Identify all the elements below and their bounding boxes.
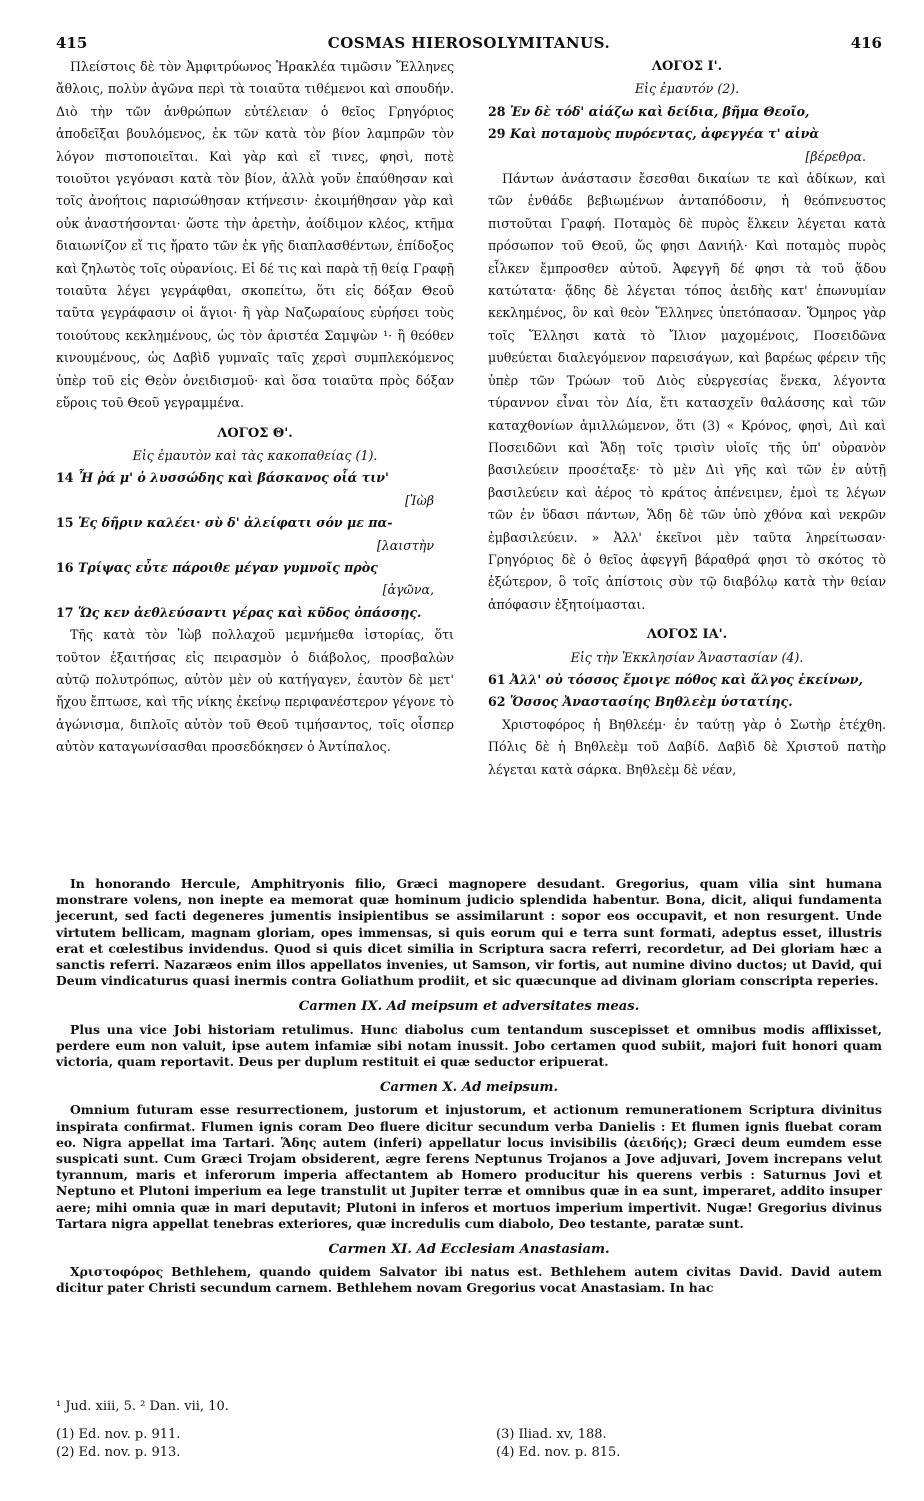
section-subtitle: Εἰς ἐμαυτὸν καὶ τὰς κακοπαθείας (1). (132, 447, 378, 463)
left-column (56, 56, 454, 759)
verse-line: 61 Ἀλλ' οὐ τόσσος ἔμοιγε πόθος καὶ ἄλγος ἐκείνων, (488, 671, 863, 687)
section-title: ΛΟΓΟΣ ΙΑ'. (646, 627, 728, 643)
latin-paragraph: Omnium futuram esse resurrectionem, justorum et injustorum, et actionum remunerationem Scriptura divinitus inspirata confirmat. Flumen ignis coram Deo fluere dicitur secundum verba Danielis : Et flumen ignis fluebat coram eo. Nigra appellat ima Tartari. Ἅδης autem (inferi) appellatur locus invisibilis (ἀειδής); Græci deum eumdem esse suspicati sunt. Cum Græci Trojam obsiderent, ægre ferens Neptunus Trojanos a Jove adjuvari, Jovem increpans velut tyrannum, maris et inferorum imperia affectantem ab Homero producitur his querens verbis : Saturnus Jovi et Neptuno et Plutoni imperium ea lege transtulit ut Jupiter terræ et omnibus quæ in ea sunt, imperaret, addito insuper aere; mihi omnia quæ in mari deputavit; Plutoni in inferos et mortuos imperium impertivit. Nugæ! Gregorius divinus Tartara nigra appellat tenebras exteriores, quæ incredulis cum diabolo, Deo testante, paratæ sunt. (56, 1102, 882, 1231)
footnote: (4) Ed. nov. p. 815. (496, 1445, 621, 1460)
latin-paragraph: In honorando Hercule, Amphitryonis filio, Græci magnopere desudant. Gregorius, quam vilia sint humana monstrare volens, non inepte ea memorat quæ hominum judicio splendida habentur. Bona, dicit, aliqui fundamenta jecerunt, sed facti degeneres jumentis insipientibus se assimilarunt : sopor eos occupavit, et non resurgent. Unde virtutem bellicam, magnam gloriam, opes immensas, si quis eorum qui e terra sunt formati, adeptus esset, illustris erat et cœlestibus invidendus. Quod si quis dicet similia in Scriptura sacra referri, recordetur, ad Dei gloriam hæc a sanctis referri. Nazaræos enim illos appellatos invenies, ut Samson, vir fortis, aut numine divino ductos; ut David, qui Deum vindicaturus quasi inermis contra Goliathum prodiit, et sic quæcunque ad divinam gloriam conscripta reperies. (56, 876, 882, 989)
verse-continuation: [βέρεθρα. (805, 148, 866, 164)
latin-paragraph: Plus una vice Jobi historiam retulimus. Hunc diabolus cum tentandum suscepisset et omnibus modis afflixisset, perdere eum non valuit, ipse autem infamiæ sibi notam inussit. Jobo certamen quod subiit, majori fuit honori quam victoria, quam reportavit. Deus per duplum restituit ei quæ seductor eripuerat. (56, 1021, 882, 1070)
verse-continuation: [λαιστὴν (376, 537, 434, 553)
section-title: ΛΟΓΟΣ Θ'. (217, 425, 293, 441)
greek-paragraph: Πάντων ἀνάστασιν ἔσεσθαι δικαίων τε καὶ ἀδίκων, καὶ τῶν ἐνθάδε βεβιωμένων ἀνταπόδοσιν, ἡ θεόπνευστος πιστοῦται Γραφή. Ποταμὸς δὲ πυρὸς ἕλκειν λέγεται κατὰ πρόσωπον τοῦ Θεοῦ, ὥς φησι Δανιήλ· Καὶ ποταμὸς πυρὸς εἷλκεν ἔμπροσθεν αὐτοῦ. Ἀφεγγῆ δέ φησι τὰ τοῦ ᾅδου κατώτατα· ᾅδης δὲ λέγεται τόπος ἀειδὴς κατ' ἐπωνυμίαν κεκλημένος, ὃν καὶ θεὸν Ἕλληνες ὑπετόπασαν. Ὅμηρος γὰρ τοῖς Ἕλλησι κατὰ τὸ Ἴλιον μαχομένοις, Ποσειδῶνα μυθεύεται διαλεγόμενον παρεισάγων, καὶ βαρέως φέρειν τῆς ὑπὲρ τῶν Τρώων τοῦ Διὸς εὐεργεσίας ἕνεκα, λέγοντα τύραννον εἶναι τὸν Δία, ἔτι κατασχεῖν θαλάσσης καὶ τῶν καταχθονίων ἁμιλλώμενον, ὅτι (3) « Κρόνος, φησὶ, Διὶ καὶ Ποσειδῶνι καὶ Ἅδῃ τοῖς τρισὶν υἱοῖς τῆς ὑπ' οὐρανὸν βασιλεύειν προσέταξε· τὸ μὲν Διὶ γῆς καὶ τῶν ἐν αὐτῇ βασιλεύειν καὶ ἀέρος τὸ κράτος ἀπένειμεν, ἐμοὶ τε λέγων τῶν ἐν ὕδασι πάντων, Ἅδῃ δὲ τῶν ὑπὸ χθόνα καὶ νεκρῶν ἐμβασιλεύειν. » Ἀλλ' ἐκεῖνοι μὲν ταῦτα ληρείτωσαν· Γρηγόριος δὲ ὁ θεῖος ἀφεγγῆ βάραθρά φησι τὸ σκότος τὸ ἐξώτερον, ὃ τοῖς ἀπίστοις σὺν τῷ διαβόλῳ κατὰ τὴν θείαν ἀπόφασιν ἐξητοίμασται. (488, 171, 886, 612)
scripture-references: ¹ Jud. xiii, 5. ² Dan. vii, 10. (56, 1399, 229, 1414)
footnote: (1) Ed. nov. p. 911. (56, 1427, 181, 1442)
carmen-title: Carmen XI. Ad Ecclesiam Anastasiam. (328, 1242, 610, 1258)
verse-line: 62 Ὅσσος Ἀναστασίης Βηθλεὲμ ὑστατίης. (488, 694, 793, 710)
verse-line: 28 Ἐν δὲ τόδ' αἰάζω καὶ δείδια, βῆμα Θεοῖο, (488, 103, 810, 119)
carmen-title: Carmen X. Ad meipsum. (379, 1080, 559, 1096)
verse-continuation: [ἀγῶνα, (382, 582, 434, 598)
carmen-title: Carmen IX. Ad meipsum et adversitates meas. (298, 999, 640, 1015)
verse-continuation: [Ἰὼβ (404, 492, 434, 508)
greek-paragraph: Τῆς κατὰ τὸν Ἰὼβ πολλαχοῦ μεμνήμεθα ἱστορίας, ὅτι τοῦτον ἐξαιτήσας εἰς πειρασμὸν ὁ διάβολος, προσβαλὼν αὐτῷ πολυτρόπως, αὐτὸν μὲν οὐ κατήγαγεν, ἑαυτὸν δὲ μετ' ἤχου ἔπτωσε, καὶ τῆς νίκης ἐκείνῳ περιφανέστερον γέγονε τὸ ἀγώνισμα, διπλοῖς αὐτὸν τοῦ Θεοῦ τιμήσαντος, τοῖς οἷσπερ αὐτὸν καταγωνίσασθαι προσεδόκησεν ὁ Ἀντίπαλος. (56, 627, 454, 755)
running-title: COSMAS HIEROSOLYMITANUS. (327, 34, 611, 52)
latin-translation (56, 876, 882, 1297)
verse-line: 17 Ὥς κεν ἀεθλεύσαντι γέρας καὶ κῦδος ὀπάσσῃς. (56, 604, 422, 620)
page (56, 34, 886, 1460)
section-title: ΛΟΓΟΣ Ι'. (651, 59, 723, 74)
footnote: (2) Ed. nov. p. 913. (56, 1445, 181, 1460)
latin-paragraph: Χριστοφόρος Bethlehem, quando quidem Salvator ibi natus est. Bethlehem autem civitas David. David autem dicitur pater Christi secundum carnem. Bethlehem novam Gregorius vocat Anastasiam. In hac (56, 1264, 882, 1296)
running-header (56, 34, 882, 56)
verse-line: 16 Τρίψας εὖτε πάροιθε μέγαν γυμνοῖς πρὸς (56, 559, 378, 575)
right-column (488, 56, 886, 781)
verse-line: 15 Ἐς δῆριν καλέει· σὺ δ' ἀλείφατι σόν με πα- (56, 515, 393, 531)
section-subtitle: Εἰς ἐμαυτόν (2). (634, 81, 740, 97)
section-subtitle: Εἰς τὴν Ἐκκλησίαν Ἀναστασίαν (4). (570, 649, 804, 665)
verse-line: 14 Ἦ ῥά μ' ὁ λυσσώδης καὶ βάσκανος οἷά τιν' (56, 470, 389, 486)
footnotes (56, 1398, 882, 1416)
greek-columns (56, 56, 886, 856)
greek-paragraph: Πλείστοις δὲ τὸν Ἀμφιτρύωνος Ἡρακλέα τιμῶσιν Ἕλληνες ἄθλοις, πολὺν ἀγῶνα περὶ τὰ τοιαῦτα τιθέμενοι καὶ σπουδήν. Διὸ τὴν τῶν ἀνθρώπων εὐτέλειαν ὁ θεῖος Γρηγόριος ἀποδεῖξαι βουλόμενος, ἐκ τῶν κατὰ τὸν βίον λαμπρῶν τὸν λόγον πιστοποιεῖται. Καὶ γὰρ καὶ εἴ τινες, φησὶ, ποτὲ τοιοῦτοι γεγόνασι κατὰ τὸν βίον, ἀλλὰ γοῦν ἐπαύθησαν καὶ τοῖς ἀνοήτοις παρισώθησαν κτήνεσιν· ἐκοιμήθησαν γὰρ καὶ οὐκ ἀναστήσονται· ὥστε τὴν ἀρετὴν, ἀοίδιμον κλέος, κτῆμα διαιωνίζον εἴ τις ἤρατο τῶν ἐκ γῆς διαπλασθέντων, ἐπίδοξος καὶ ζηλωτὸς τοῖς οὐρανίοις. Εἰ δέ τις καὶ παρὰ τῇ θείᾳ Γραφῇ τοιαῦτα λέγει γεγράφθαι, σκοπείτω, ὅτι εἰς δόξαν Θεοῦ ταῦτα γεγράφασιν οἱ ἅγιοι· ἢ γὰρ Ναζωραίους εὑρήσει τοὺς τοιούτους κεκλημένους, ὡς τὸν ἀριστέα Σαμψὼν ¹· ἢ θεόθεν κινουμένους, ὡς Δαβὶδ γυμναῖς ταῖς χερσὶ συμπλεκόμενος ὑπὲρ τοῦ εἰς Θεὸν ὀνειδισμοῦ· καὶ ὅσα τοιαῦτα πρὸς δόξαν εὕροις τοῦ Θεοῦ γεγραμμένα. (56, 59, 454, 411)
verse-block (56, 467, 454, 624)
right-page-number: 416 (850, 34, 882, 52)
verse-line: 29 Καὶ ποταμοὺς πυρόεντας, ἀφεγγέα τ' αἰνὰ (488, 126, 820, 142)
left-page-number: 415 (56, 34, 88, 52)
greek-paragraph: Χριστοφόρος ἡ Βηθλεέμ· ἐν ταύτῃ γὰρ ὁ Σωτὴρ ἐτέχθη. Πόλις δὲ ἡ Βηθλεὲμ τοῦ Δαβίδ. Δαβὶδ δὲ Χριστοῦ πατὴρ λέγεται κατὰ σάρκα. Βηθλεὲμ δὲ νέαν, (488, 716, 886, 777)
footnote: (3) Iliad. xv, 188. (496, 1427, 607, 1442)
